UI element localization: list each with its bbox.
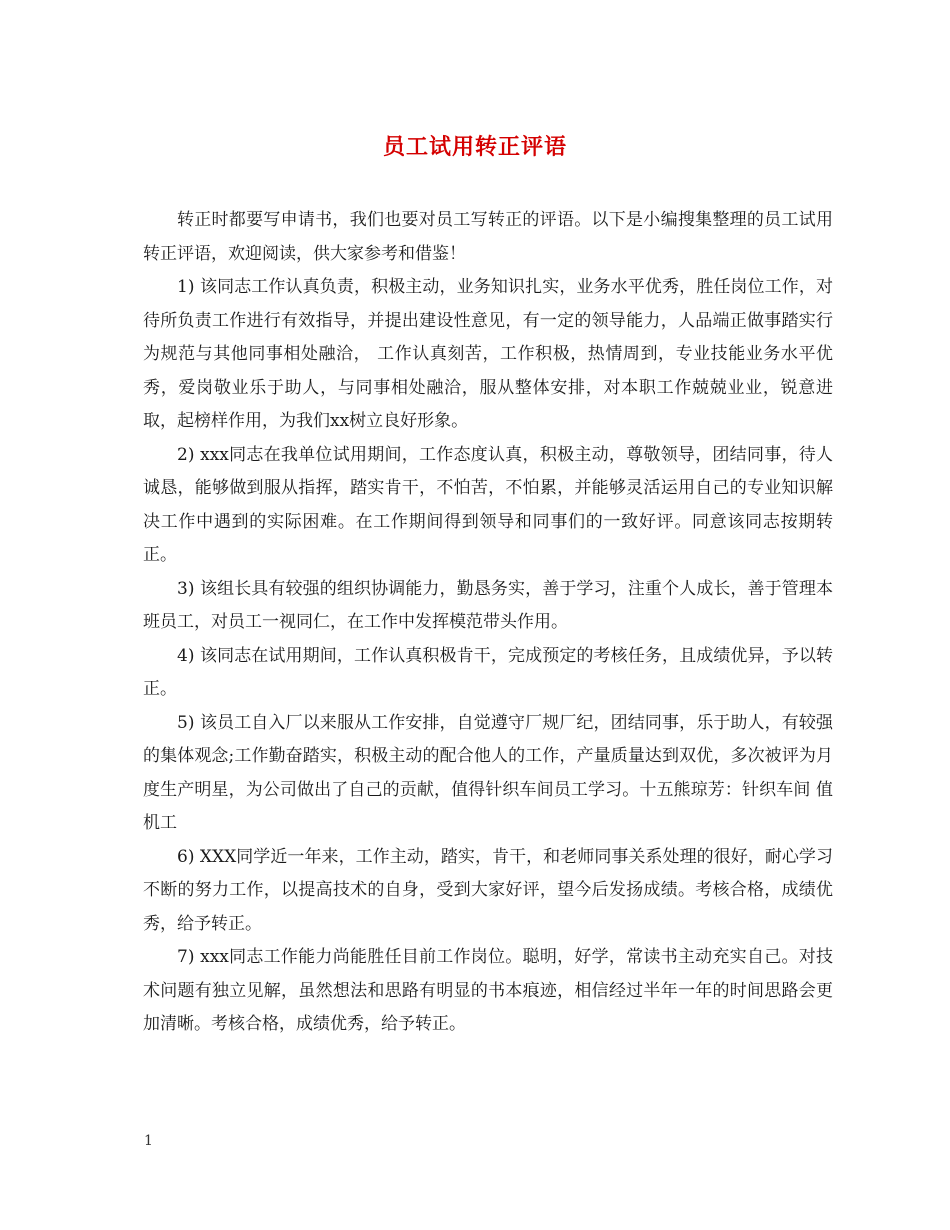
document-body (143, 204, 833, 1042)
intro-paragraph: 转正时都要写申请书，我们也要对员工写转正的评语。以下是小编搜集整理的员工试用转正评语，欢迎阅读，供大家参考和借鉴！ (143, 210, 833, 264)
comment-paragraph-2: 2) xxx同志在我单位试用期间，工作态度认真，积极主动，尊敬领导，团结同事，待人诚恳，能够做到服从指挥，踏实肯干，不怕苦，不怕累，并能够灵活运用自己的专业知识解决工作中遇到的实际困难。在工作期间得到领导和同事们的一致好评。同意该同志按期转正。 (143, 444, 833, 565)
document-title: 员工试用转正评语 (382, 134, 567, 160)
comment-paragraph-7: 7) xxx同志工作能力尚能胜任目前工作岗位。聪明，好学，常读书主动充实自己。对技术问题有独立见解，虽然想法和思路有明显的书本痕迹，相信经过半年一年的时间思路会更加清晰。考核合格，成绩优秀，给予转正。 (143, 947, 833, 1034)
comment-paragraph-4: 4) 该同志在试用期间，工作认真积极肯干，完成预定的考核任务，且成绩优异，予以转正。 (143, 645, 833, 699)
page-number: 1 (144, 1133, 153, 1149)
comment-paragraph-1: 1) 该同志工作认真负责，积极主动，业务知识扎实，业务水平优秀，胜任岗位工作，对待所负责工作进行有效指导，并提出建设性意见，有一定的领导能力，人品端正做事踏实行为规范与其他同事相处融洽， 工作认真刻苦，工作积极，热情周到，专业技能业务水平优秀，爱岗敬业乐于助人，与同事相处融洽，服从整体安排，对本职工作兢兢业业，锐意进取，起榜样作用，为我们xx树立良好形象。 (143, 277, 833, 431)
comment-paragraph-3: 3) 该组长具有较强的组织协调能力，勤恳务实，善于学习，注重个人成长，善于管理本班员工，对员工一视同仁，在工作中发挥模范带头作用。 (143, 578, 833, 632)
comment-paragraph-6: 6) XXX同学近一年来，工作主动，踏实，肯干，和老师同事关系处理的很好，耐心学习不断的努力工作，以提高技术的自身，受到大家好评，望今后发扬成绩。考核合格，成绩优秀，给予转正。 (143, 846, 833, 934)
comment-paragraph-5: 5) 该员工自入厂以来服从工作安排，自觉遵守厂规厂纪，团结同事，乐于助人，有较强的集体观念;工作勤奋踏实，积极主动的配合他人的工作，产量质量达到双优，多次被评为月度生产明星，为公司做出了自己的贡献，值得针织车间员工学习。十五熊琼芳：针织车间 值机工 (143, 712, 833, 833)
